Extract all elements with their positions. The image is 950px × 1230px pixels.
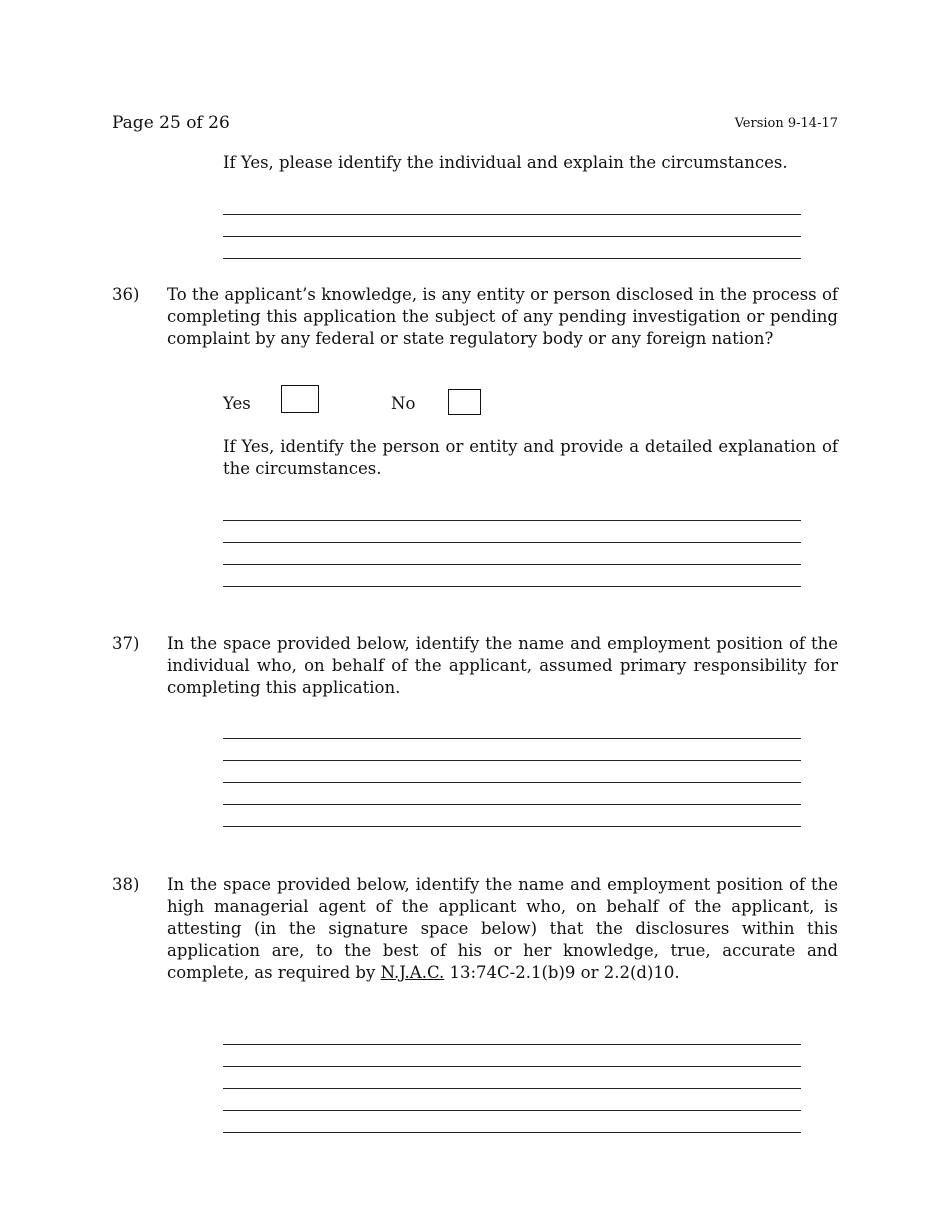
q36-no-checkbox[interactable] (448, 389, 481, 415)
q38-answer-line-1[interactable] (223, 1044, 801, 1045)
q38-text-before: In the space provided below, identify the name and employment position of the high managerial agent of the applicant who, on behalf of the applicant, is attesting (in the signature space below) that the disclosures within this application are, to the best of his or her knowledge, true, accurate and complete, as required by (167, 875, 838, 982)
q37-answer-line-5[interactable] (223, 826, 801, 827)
carryover-answer-line-3[interactable] (223, 258, 801, 259)
q38-number: 38) (112, 875, 140, 894)
q36-yes-label: Yes (223, 394, 251, 413)
carryover-if-yes-text: If Yes, please identify the individual and explain the circumstances. (223, 153, 788, 172)
q36-yes-checkbox[interactable] (281, 385, 319, 413)
page-number: Page 25 of 26 (112, 113, 230, 133)
q36-number: 36) (112, 285, 140, 304)
q38-text (167, 874, 838, 984)
carryover-answer-line-2[interactable] (223, 236, 801, 237)
q38-text-after: 13:74C-2.1(b)9 or 2.2(d)10. (444, 963, 680, 982)
q37-number: 37) (112, 634, 140, 653)
version-label: Version 9-14-17 (734, 116, 838, 131)
q38-answer-line-3[interactable] (223, 1088, 801, 1089)
q36-answer-line-4[interactable] (223, 586, 801, 587)
q38-answer-line-4[interactable] (223, 1110, 801, 1111)
q36-answer-line-2[interactable] (223, 542, 801, 543)
q37-answer-line-2[interactable] (223, 760, 801, 761)
q37-answer-line-3[interactable] (223, 782, 801, 783)
q36-answer-line-3[interactable] (223, 564, 801, 565)
q38-answer-line-5[interactable] (223, 1132, 801, 1133)
q37-answer-line-1[interactable] (223, 738, 801, 739)
q36-text: To the applicant’s knowledge, is any entity or person disclosed in the process of completing this application the subject of any pending investigation or pending complaint by any federal or state regulatory body or any foreign nation? (167, 285, 838, 348)
q36-if-yes-text: If Yes, identify the person or entity and provide a detailed explanation of the circumstances. (223, 437, 838, 478)
q36-no-label: No (391, 394, 416, 413)
q37-text: In the space provided below, identify the name and employment position of the individual who, on behalf of the applicant, assumed primary responsibility for completing this application. (167, 634, 838, 697)
q38-citation: N.J.A.C. (380, 963, 445, 982)
q37-answer-line-4[interactable] (223, 804, 801, 805)
q38-answer-line-2[interactable] (223, 1066, 801, 1067)
q36-answer-line-1[interactable] (223, 520, 801, 521)
carryover-answer-line-1[interactable] (223, 214, 801, 215)
